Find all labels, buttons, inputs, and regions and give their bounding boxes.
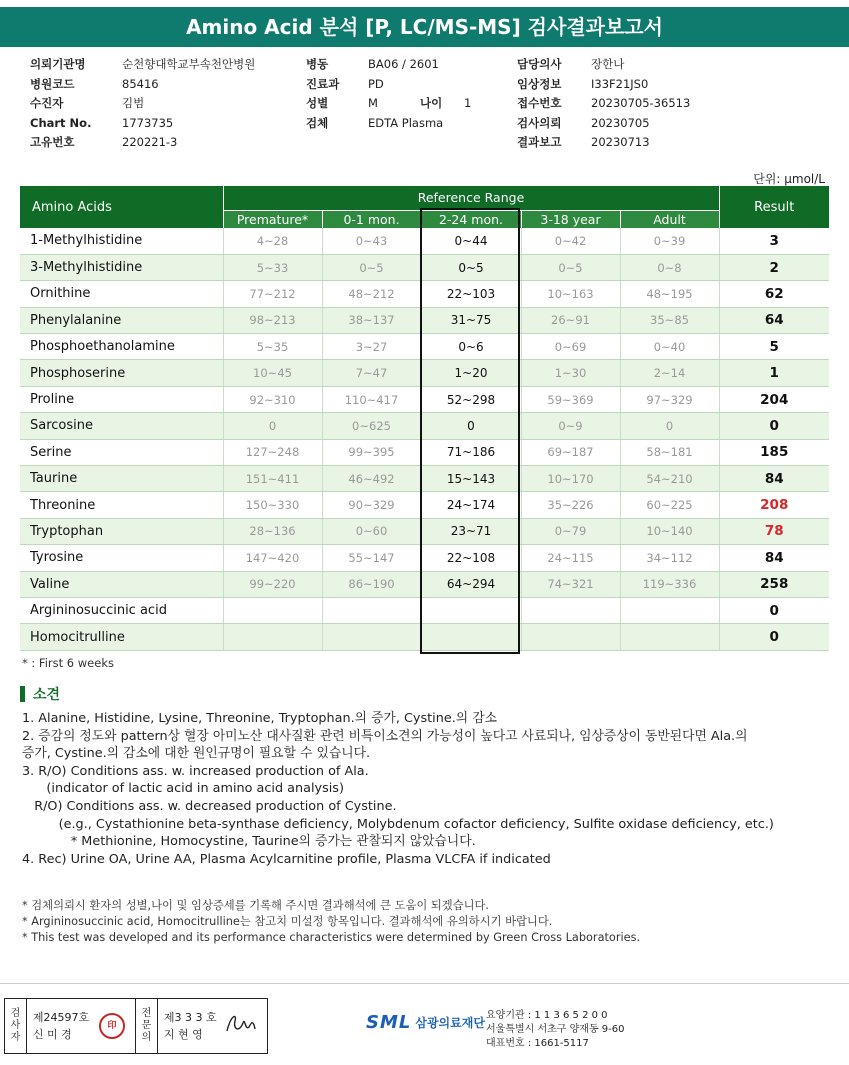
- org-address: 서울특별시 서초구 양재동 9-60: [486, 1024, 625, 1035]
- ref-range-cell: 15~143: [421, 466, 521, 492]
- info-value: 20230705-36513: [591, 96, 691, 110]
- info-col-1: [30, 55, 255, 153]
- ref-range-cell: [322, 597, 421, 623]
- info-col-3: [517, 55, 690, 153]
- ref-range-cell: 60~225: [620, 492, 719, 518]
- table-row: [20, 545, 829, 571]
- ref-range-cell: [620, 624, 719, 650]
- amino-acid-name: Tyrosine: [20, 545, 223, 571]
- table-row: [20, 334, 829, 360]
- result-cell: 84: [719, 545, 829, 571]
- report-title: Amino Acid 분석 [P, LC/MS-MS] 검사결과보고서: [0, 7, 849, 47]
- ref-range-cell: [521, 624, 620, 650]
- amino-acid-name: Phenylalanine: [20, 307, 223, 333]
- info-label: 임상정보: [517, 76, 562, 91]
- ref-range-cell: 90~329: [322, 492, 421, 518]
- result-cell: 0: [719, 624, 829, 650]
- info-label: 병동: [306, 57, 329, 71]
- amino-acid-name: Ornithine: [20, 281, 223, 307]
- ref-range-cell: 119~336: [620, 571, 719, 597]
- ref-range-cell: 127~248: [223, 439, 322, 465]
- info-col-2: [306, 55, 471, 133]
- amino-acid-name: Threonine: [20, 492, 223, 518]
- ref-range-cell: 69~187: [521, 439, 620, 465]
- amino-acid-name: Sarcosine: [20, 413, 223, 439]
- opinion-line: 3. R/O) Conditions ass. w. increased production of Ala.: [22, 763, 369, 779]
- tester-name: 신 미 경: [32, 1028, 72, 1041]
- ref-range-cell: 0~5: [421, 254, 521, 280]
- divider: [0, 983, 849, 984]
- specialist-name: 지 현 영: [163, 1028, 203, 1041]
- table-row: [20, 624, 829, 650]
- ref-range-cell: 98~213: [223, 307, 322, 333]
- opinion-line: 1. Alanine, Histidine, Lysine, Threonine, Tryptophan.의 증가, Cystine.의 감소: [22, 711, 497, 726]
- table-row: [20, 307, 829, 333]
- info-value: 장한나: [591, 57, 625, 71]
- amino-acid-name: Phosphoserine: [20, 360, 223, 386]
- ref-range-cell: 0~5: [521, 254, 620, 280]
- unit-label: 단위: μmol/L: [753, 172, 825, 186]
- ref-range-cell: 0~42: [521, 228, 620, 254]
- table-row: [20, 597, 829, 623]
- signature-image: [223, 1009, 259, 1039]
- ref-range-cell: [620, 597, 719, 623]
- ref-range-cell: 0~43: [322, 228, 421, 254]
- amino-acid-name: Argininosuccinic acid: [20, 597, 223, 623]
- tester-label: [5, 999, 27, 1053]
- info-label: 병원코드: [30, 76, 75, 91]
- info-value: PD: [368, 76, 384, 91]
- ref-range-cell: [322, 624, 421, 650]
- result-cell: 258: [719, 571, 829, 597]
- ref-range-cell: 38~137: [322, 307, 421, 333]
- ref-range-cell: 4~28: [223, 228, 322, 254]
- col-header-3-18-year: 3-18 year: [521, 210, 620, 228]
- table-row: [20, 228, 829, 254]
- result-cell: 1: [719, 360, 829, 386]
- ref-range-cell: 22~108: [421, 545, 521, 571]
- col-header-amino: Amino Acids: [20, 186, 223, 228]
- opinion-line: 2. 증감의 정도와 pattern상 혈장 아미노산 대사질환 관련 비특이소견의 가능성이 높다고 사료되나, 임상증상이 동반된다면 Ala.의: [22, 728, 748, 744]
- info-value: 순천향대학교부속천안병원: [122, 57, 256, 71]
- heading-bar: [20, 686, 25, 702]
- tester-license: 제24597호: [32, 1011, 90, 1024]
- col-header-0-1-mon: 0-1 mon.: [322, 210, 421, 228]
- ref-range-cell: [421, 624, 521, 650]
- result-cell: 204: [719, 386, 829, 412]
- opinion-line: 증가, Cystine.의 감소에 대한 원인규명이 필요할 수 있습니다.: [22, 746, 371, 762]
- ref-range-cell: 34~112: [620, 545, 719, 571]
- ref-range-cell: 99~395: [322, 439, 421, 465]
- info-label: 고유번호: [30, 135, 75, 149]
- opinion-line: 4. Rec) Urine OA, Urine AA, Plasma Acylcarnitine profile, Plasma VLCFA if indicated: [22, 851, 551, 867]
- amino-acid-name: 1-Methylhistidine: [20, 228, 223, 254]
- info-label: 성별: [306, 96, 329, 110]
- ref-range-cell: 2~14: [620, 360, 719, 386]
- logo-text: SML: [366, 1012, 412, 1033]
- info-value: I33F21JS0: [591, 76, 649, 91]
- ref-range-cell: 110~417: [322, 386, 421, 412]
- ref-range-cell: [223, 624, 322, 650]
- ref-range-cell: 35~226: [521, 492, 620, 518]
- info-value: 1773735: [122, 115, 174, 130]
- ref-range-cell: 147~420: [223, 545, 322, 571]
- ref-range-cell: 0~79: [521, 518, 620, 544]
- info-label: Chart No.: [30, 115, 92, 130]
- opinion-line: (e.g., Cystathionine beta-synthase deficiency, Molybdenum cofactor deficiency, Sulfite oxidase deficiency, etc.): [22, 816, 774, 832]
- tester-cell: [27, 999, 136, 1053]
- specialist-label: [136, 999, 158, 1053]
- table-row: [20, 518, 829, 544]
- info-label: 검체: [306, 115, 329, 130]
- info-value: EDTA Plasma: [368, 115, 444, 130]
- ref-range-cell: [521, 597, 620, 623]
- table-row: [20, 281, 829, 307]
- lab-logo: [366, 1012, 485, 1033]
- table-row: [20, 386, 829, 412]
- opinion-line: (indicator of lactic acid in amino acid analysis): [22, 781, 344, 797]
- ref-range-cell: 0~5: [322, 254, 421, 280]
- ref-range-cell: 71~186: [421, 439, 521, 465]
- result-cell: 0: [719, 597, 829, 623]
- col-header-reference: Reference Range: [223, 186, 719, 210]
- ref-range-cell: 46~492: [322, 466, 421, 492]
- ref-range-cell: 0~6: [421, 334, 521, 360]
- org-phone: 대표번호 : 1661-5117: [486, 1038, 589, 1049]
- amino-acid-name: Proline: [20, 386, 223, 412]
- table-row: [20, 254, 829, 280]
- ref-range-cell: 1~30: [521, 360, 620, 386]
- table-row: [20, 413, 829, 439]
- result-cell: 2: [719, 254, 829, 280]
- info-label: 접수번호: [517, 96, 562, 110]
- info-label: 검사의뢰: [517, 115, 562, 130]
- note-line: * 검체의뢰시 환자의 성별,나이 및 임상증세를 기록해 주시면 결과해석에 큰 도움이 되겠습니다.: [22, 899, 490, 912]
- ref-range-cell: 10~163: [521, 281, 620, 307]
- opinion-text: [22, 710, 774, 868]
- opinion-title: 소견: [33, 687, 61, 703]
- ref-range-cell: 23~71: [421, 518, 521, 544]
- vertical-label-char: 문: [141, 1020, 152, 1031]
- table-row: [20, 466, 829, 492]
- ref-range-cell: 92~310: [223, 386, 322, 412]
- ref-range-cell: 26~91: [521, 307, 620, 333]
- ref-range-cell: 5~35: [223, 334, 322, 360]
- opinion-line: R/O) Conditions ass. w. decreased production of Cystine.: [22, 798, 397, 814]
- ref-range-cell: 58~181: [620, 439, 719, 465]
- info-value: 20230705: [591, 115, 650, 130]
- vertical-label-char: 자: [10, 1032, 21, 1043]
- ref-range-cell: 97~329: [620, 386, 719, 412]
- ref-range-cell: 0~44: [421, 228, 521, 254]
- info-value: 85416: [122, 76, 159, 91]
- info-value: 김범: [122, 96, 145, 110]
- seal-stamp: 印: [99, 1013, 125, 1039]
- ref-range-cell: 0~40: [620, 334, 719, 360]
- vertical-label-char: 사: [10, 1020, 21, 1031]
- ref-range-cell: 0~625: [322, 413, 421, 439]
- org-info: [486, 1009, 625, 1051]
- amino-acid-name: Serine: [20, 439, 223, 465]
- ref-range-cell: 0: [620, 413, 719, 439]
- info-label-age: 나이: [420, 96, 443, 110]
- ref-range-cell: 35~85: [620, 307, 719, 333]
- specialist-cell: [158, 999, 267, 1053]
- ref-range-cell: 24~115: [521, 545, 620, 571]
- col-header-2-24-mon: 2-24 mon.: [421, 210, 521, 228]
- result-cell: 3: [719, 228, 829, 254]
- ref-range-cell: 10~170: [521, 466, 620, 492]
- ref-range-cell: 0~69: [521, 334, 620, 360]
- info-label: 결과보고: [517, 135, 562, 149]
- ref-range-cell: 150~330: [223, 492, 322, 518]
- ref-range-cell: 86~190: [322, 571, 421, 597]
- info-value: 220221-3: [122, 135, 178, 149]
- ref-range-cell: 74~321: [521, 571, 620, 597]
- ref-range-cell: 1~20: [421, 360, 521, 386]
- result-cell: 62: [719, 281, 829, 307]
- ref-range-cell: 48~195: [620, 281, 719, 307]
- ref-range-cell: 0~8: [620, 254, 719, 280]
- ref-range-cell: 10~140: [620, 518, 719, 544]
- info-value: M: [368, 96, 378, 110]
- ref-range-cell: 0~39: [620, 228, 719, 254]
- ref-range-cell: 0: [421, 413, 521, 439]
- amino-acid-name: 3-Methylhistidine: [20, 254, 223, 280]
- ref-range-cell: 77~212: [223, 281, 322, 307]
- table-row: [20, 360, 829, 386]
- ref-range-cell: 0: [223, 413, 322, 439]
- ref-range-cell: 59~369: [521, 386, 620, 412]
- ref-range-cell: 5~33: [223, 254, 322, 280]
- col-header-premature: Premature*: [223, 210, 322, 228]
- amino-acid-name: Homocitrulline: [20, 624, 223, 650]
- ref-range-cell: 64~294: [421, 571, 521, 597]
- ref-range-cell: 99~220: [223, 571, 322, 597]
- vertical-label-char: 전: [141, 1008, 152, 1019]
- ref-range-cell: [421, 597, 521, 623]
- ref-range-cell: 22~103: [421, 281, 521, 307]
- ref-range-cell: 28~136: [223, 518, 322, 544]
- org-code: 요양기관 : 1 1 3 6 5 2 0 0: [486, 1010, 608, 1021]
- info-label: 수진자: [30, 96, 64, 110]
- info-value-age: 1: [464, 96, 472, 110]
- amino-acid-table: [20, 186, 829, 651]
- amino-acid-name: Tryptophan: [20, 518, 223, 544]
- table-row: [20, 571, 829, 597]
- ref-range-cell: 151~411: [223, 466, 322, 492]
- info-value: BA06 / 2601: [368, 57, 439, 71]
- result-cell: 208: [719, 492, 829, 518]
- signature-box: [4, 998, 268, 1054]
- result-cell: 0: [719, 413, 829, 439]
- ref-range-cell: 24~174: [421, 492, 521, 518]
- result-cell: 84: [719, 466, 829, 492]
- ref-range-cell: 48~212: [322, 281, 421, 307]
- result-cell: 64: [719, 307, 829, 333]
- notes: [22, 898, 640, 946]
- result-cell: 185: [719, 439, 829, 465]
- result-cell: 78: [719, 518, 829, 544]
- ref-range-cell: 10~45: [223, 360, 322, 386]
- vertical-label-char: 검: [10, 1008, 21, 1019]
- col-header-adult: Adult: [620, 210, 719, 228]
- ref-range-cell: [223, 597, 322, 623]
- table-row: [20, 492, 829, 518]
- note-line: * Argininosuccinic acid, Homocitrulline는 참고치 미설정 항목입니다. 결과해석에 유의하시기 바랍니다.: [22, 915, 553, 928]
- vertical-label-char: 의: [141, 1032, 152, 1043]
- specialist-license: 제3 3 3 호: [163, 1011, 217, 1024]
- result-cell: 5: [719, 334, 829, 360]
- ref-range-cell: 54~210: [620, 466, 719, 492]
- ref-range-cell: 0~9: [521, 413, 620, 439]
- info-label: 의뢰기관명: [30, 57, 86, 71]
- ref-range-cell: 52~298: [421, 386, 521, 412]
- col-header-result: Result: [719, 186, 829, 228]
- note-line: * This test was developed and its performance characteristics were determined by Green Cross Laboratories.: [22, 931, 641, 944]
- opinion-line: * Methionine, Homocystine, Taurine의 증가는 관찰되지 않았습니다.: [22, 834, 476, 850]
- info-value: 20230713: [591, 135, 650, 149]
- opinion-heading: [20, 684, 60, 704]
- info-label: 진료과: [306, 76, 340, 91]
- footnote: * : First 6 weeks: [22, 656, 114, 670]
- info-label: 담당의사: [517, 57, 562, 71]
- ref-range-cell: 3~27: [322, 334, 421, 360]
- ref-range-cell: 55~147: [322, 545, 421, 571]
- amino-acid-name: Phosphoethanolamine: [20, 334, 223, 360]
- table-row: [20, 439, 829, 465]
- amino-acid-name: Taurine: [20, 466, 223, 492]
- ref-range-cell: 7~47: [322, 360, 421, 386]
- amino-acid-name: Valine: [20, 571, 223, 597]
- org-name: 삼광의료재단: [415, 1016, 485, 1030]
- ref-range-cell: 31~75: [421, 307, 521, 333]
- ref-range-cell: 0~60: [322, 518, 421, 544]
